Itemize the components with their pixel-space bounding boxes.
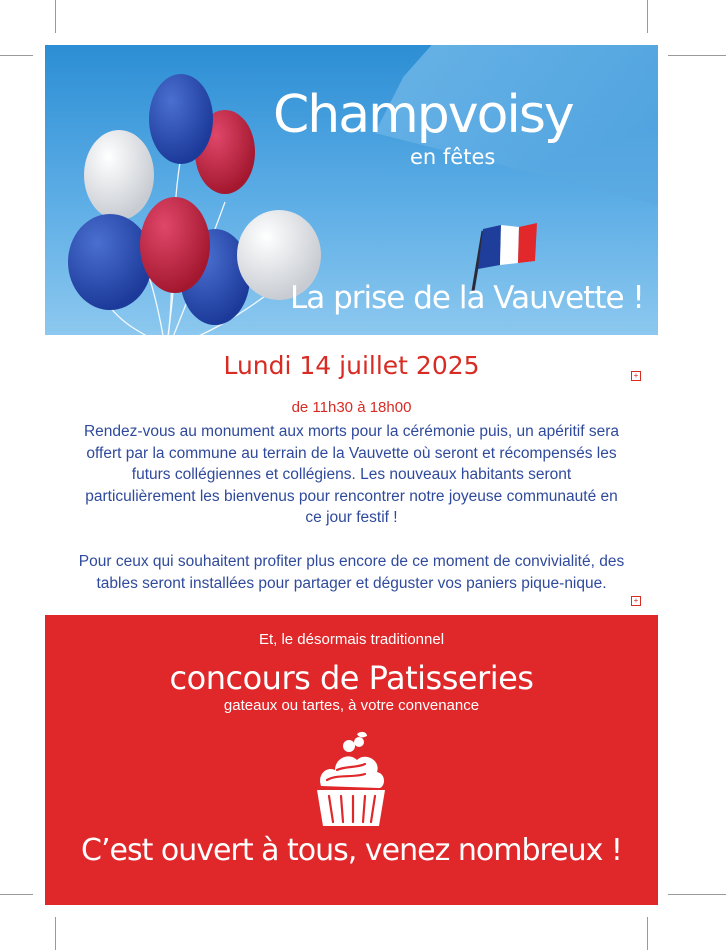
description-paragraph: Rendez-vous au monument aux morts pour la cérémonie puis, un apéritif sera offert par la commune au terrain de la Vauvette où seront et récompensés les futurs collégiennes et collégiens. Les nouveaux habitants seront particulièrement les bienvenus pour rencontrer notre joyeuse communauté en ce jour festif ! (83, 423, 620, 526)
plus-marker-icon: + (631, 596, 641, 606)
crop-mark (647, 917, 648, 950)
crop-mark (0, 55, 33, 56)
crop-mark (668, 894, 726, 895)
balloon (149, 74, 213, 164)
page-subtitle: en fêtes (410, 145, 496, 169)
plus-marker-icon: + (631, 371, 641, 381)
closing-message: C’est ouvert à tous, venez nombreux ! (81, 833, 622, 868)
cupcake-icon (313, 730, 389, 828)
contest-banner (45, 615, 658, 905)
contest-title: concours de Patisseries (169, 659, 534, 697)
description-paragraph: Pour ceux qui souhaitent profiter plus encore de ce moment de convivialité, des tables seront installées pour partager et déguster vos paniers pique-nique. (78, 553, 625, 592)
flyer (45, 45, 658, 905)
event-date: Lundi 14 juillet 2025 (223, 351, 480, 380)
crop-mark (55, 917, 56, 950)
contest-intro: Et, le désormais traditionnel (258, 631, 445, 648)
balloon (140, 197, 210, 293)
header-banner (45, 45, 658, 335)
page-title: Champvoisy (273, 85, 573, 145)
event-name: La prise de la Vauvette ! (290, 280, 644, 316)
event-details (45, 335, 658, 615)
crop-mark (647, 0, 648, 33)
event-hours: de 11h30 à 18h00 (291, 399, 412, 416)
balloon (84, 130, 154, 220)
contest-subtitle: gateaux ou tartes, à votre convenance (223, 697, 480, 714)
balloon (68, 214, 152, 310)
crop-mark (55, 0, 56, 33)
crop-mark (668, 55, 726, 56)
crop-mark (0, 894, 33, 895)
